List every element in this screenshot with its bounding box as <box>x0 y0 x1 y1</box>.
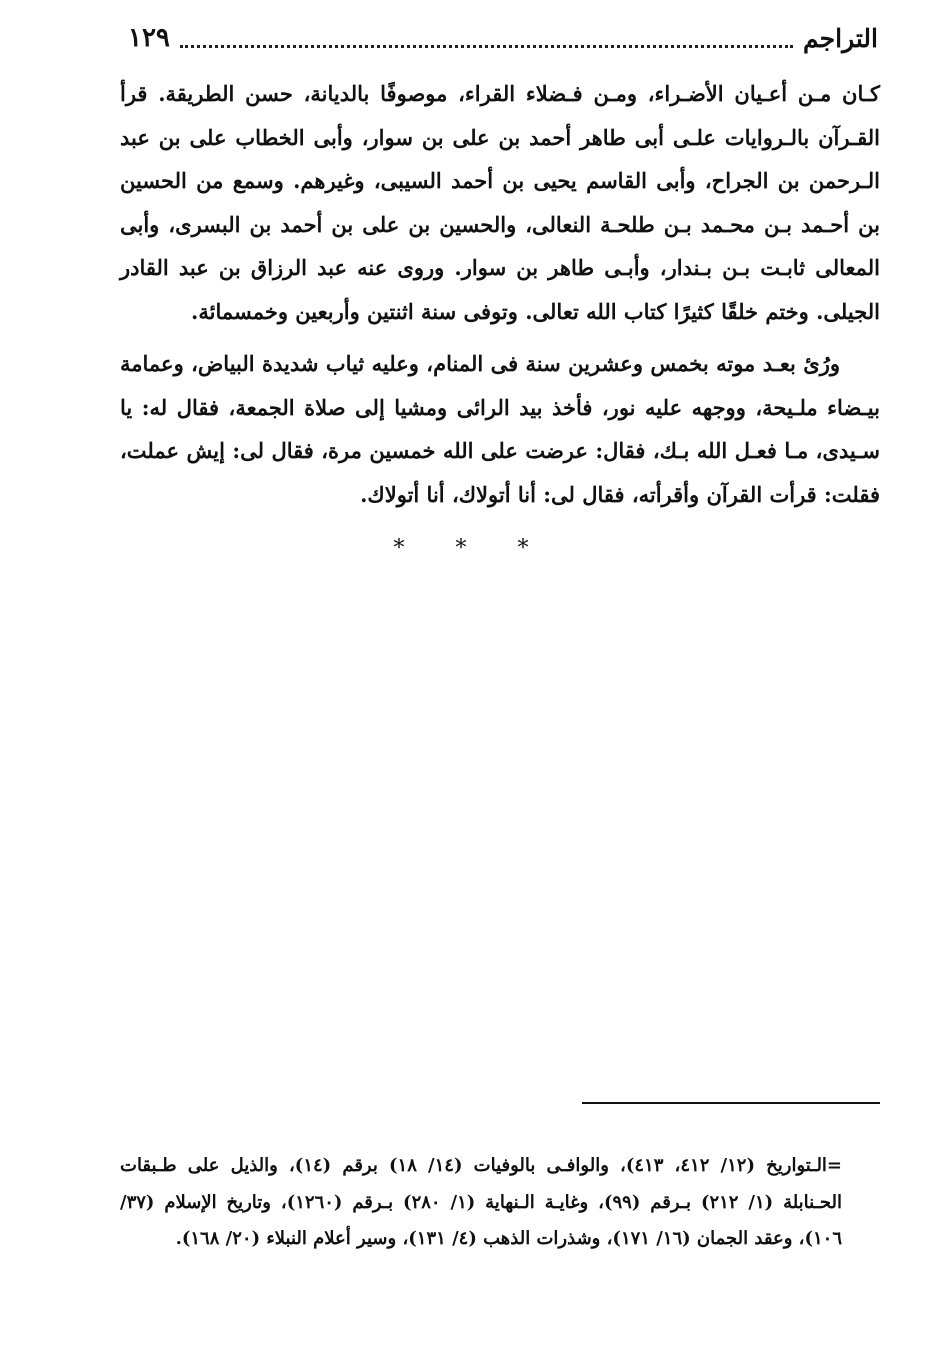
footnote: =الـتواريخ (١٢/ ٤١٢، ٤١٣)، والوافـى بالوفيات (١٤/ ١٨) برقم (١٤)، والذيل على طـبقات الحـنابلة (١/ ٢١٢) بـرقم (٩٩)، وغايـة الـنهاية (١/ ٢٨٠) بـرقم (١٢٦٠)، وتاريخ الإسلام (٣٧/ ١٠٦)، وعقد الجمان (١٦/ ١٧١)، وشذرات الذهب (٤/ ١٣١)، وسير أعلام النبلاء (٢٠/ ١٦٨). <box>120 1155 843 1249</box>
main-text <box>120 72 880 516</box>
dotted-leader <box>180 45 793 48</box>
footnote-divider <box>582 1102 880 1104</box>
chapter-title: التراجم <box>803 23 878 53</box>
page-number: ١٢٩ <box>128 23 170 53</box>
running-header <box>128 18 878 58</box>
section-ornament: * * * <box>393 536 551 561</box>
paragraph: ورُئ بعـد موته بخمس وعشرين سنة فى المنام، وعليه ثياب شديدة البياض، وعمامة بيـضاء ملـيحة، ووجهه عليه نور، فأخذ بيد الرائى ومشيا إلى صلاة الجمعة، فقال له: يا سـيدى، مـا فعـل الله بـك، فقال: عرضت على الله خمسين مرة، فقال لى: إيش عملت، فقلت: قرأت القرآن وأقرأته، فقال لى: أنا أتولاك، أنا أتولاك. <box>120 351 880 507</box>
paragraph: كـان مـن أعـيان الأضـراء، ومـن فـضلاء القراء، موصوفًا بالديانة، حسن الطريقة. قرأ القـرآن بالـروايات علـى أبى طاهر أحمد بن على بن سوار، وأبى الخطاب على بن عبد الـرحمن بن الجراح، وأبى القاسم يحيى بن أحمد السيبى، وغيرهم. وسمع من الحسين بن أحـمد بـن محـمد بـن طلحـة النعالى، والحسين بن على بن أحمد بن البسرى، وأبى المعالى ثابـت بـن بـندار، وأبـى طاهر بن سوار. وروى عنه عبد الرزاق بن عبد القادر الجيلى. وختم خلقًا كثيرًا كتاب الله تعالى. وتوفى سنة اثنتين وأربعين وخمسمائة. <box>120 81 880 324</box>
